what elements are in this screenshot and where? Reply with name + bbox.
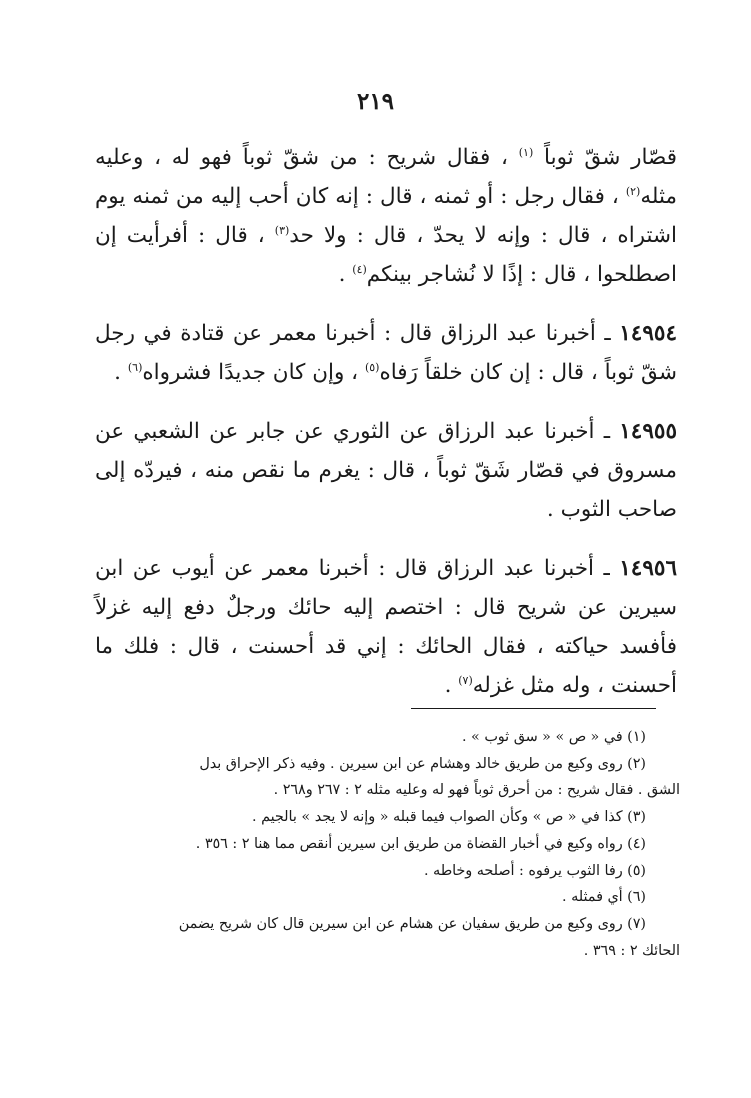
main-text xyxy=(95,138,677,705)
paragraph xyxy=(95,314,677,392)
footnote-divider xyxy=(411,708,656,709)
text-segment: . xyxy=(444,673,459,698)
text-segment: ـ أخبرنا عبد الرزاق قال : أخبرنا معمر عن قتادة في رجل شقّ ثوباً ، قال : إن كان خلقاً رَفاه xyxy=(95,321,677,385)
footnote-marker: (٣) xyxy=(274,223,290,237)
footnote-line: (٥) رفا الثوب يرفوه : أصلحه وخاطه . xyxy=(423,862,646,879)
footnote-line: (١) في « ص » « سق ثوب » . xyxy=(461,729,646,745)
text-segment: ـ أخبرنا عبد الرزاق عن الثوري عن جابر عن الشعبي عن مسروق في قصّار شَقّ ثوباً ، قال : يغرم ما نقص منه ، فيردّه إلى صاحب الثوب . xyxy=(95,419,677,522)
page-number: ٢١٩ xyxy=(356,88,395,115)
hadith-number: ١٤٩٥٦ xyxy=(619,556,677,581)
text-segment: ، قال : أفرأيت إن اصطلحوا ، قال : إذًا لا نُشاجر بينكم xyxy=(95,223,677,287)
hadith-number: ١٤٩٥٥ xyxy=(619,419,677,444)
footnote-marker: (٦) xyxy=(127,360,143,374)
footnote-marker: (٧) xyxy=(458,673,473,687)
footnote-marker: (٥) xyxy=(364,360,380,374)
hadith-number: ١٤٩٥٤ xyxy=(619,321,677,346)
text-segment: ، وإن كان جديدًا فشرواه xyxy=(142,360,365,385)
footnote-line: (٣) كذا في « ص » وكأن الصواب فيما قبله « وإنه لا يجد » بالجيم . xyxy=(252,809,646,826)
footnote-marker: (٤) xyxy=(352,262,367,276)
footnote-marker: (١) xyxy=(518,145,534,159)
footnote-line: (٤) رواه وكيع في أخبار القضاة من طريق ابن سيرين أنقص مما هنا ٢ : ٣٥٦ . xyxy=(195,835,646,852)
paragraph xyxy=(95,412,677,529)
text-segment: ، فقال شريح : من شقّ ثوباً فهو له ، وعليه مثله xyxy=(95,145,677,209)
paragraph xyxy=(95,549,677,705)
text-segment: ـ أخبرنا عبد الرزاق قال : أخبرنا معمر عن أيوب عن ابن سيرين عن شريح قال : اختصم إليه حائك ورجلٌ دفع إليه غزلاً فأفسد حياكته ، فقال الحائك : إني قد أحسنت ، قال : فلك ما أحسنت ، وله مثل غزله xyxy=(95,556,677,698)
footnotes xyxy=(78,724,680,964)
text-segment: ، فقال رجل : أو ثمنه ، قال : إنه كان أحب إليه من ثمنه يوم اشتراه ، قال : وإنه لا يحدّ ، قال : ولا حد xyxy=(95,184,678,248)
paragraph xyxy=(95,138,677,294)
text-segment: . xyxy=(338,262,353,287)
footnote-line: (٦) أي فمثله . xyxy=(562,889,646,906)
footnote-marker: (٢) xyxy=(625,184,641,198)
footnote-line: الشق . فقال شريح : من أحرق ثوباً فهو له وعليه مثله ٢ : ٢٦٧ و٢٦٨ . xyxy=(273,782,680,799)
footnote-line: الحائك ٢ : ٣٦٩ . xyxy=(583,942,680,959)
footnote-line: (٧) روى وكيع من طريق سفيان عن هشام عن ابن سيرين قال كان شريح يضمن xyxy=(178,915,646,932)
text-segment: قصّار شقّ ثوباً xyxy=(533,145,677,170)
text-segment: . xyxy=(114,360,128,385)
footnote-line: (٢) روى وكيع من طريق خالد وهشام عن ابن سيرين . وفيه ذكر الإحراق بدل xyxy=(199,755,646,772)
